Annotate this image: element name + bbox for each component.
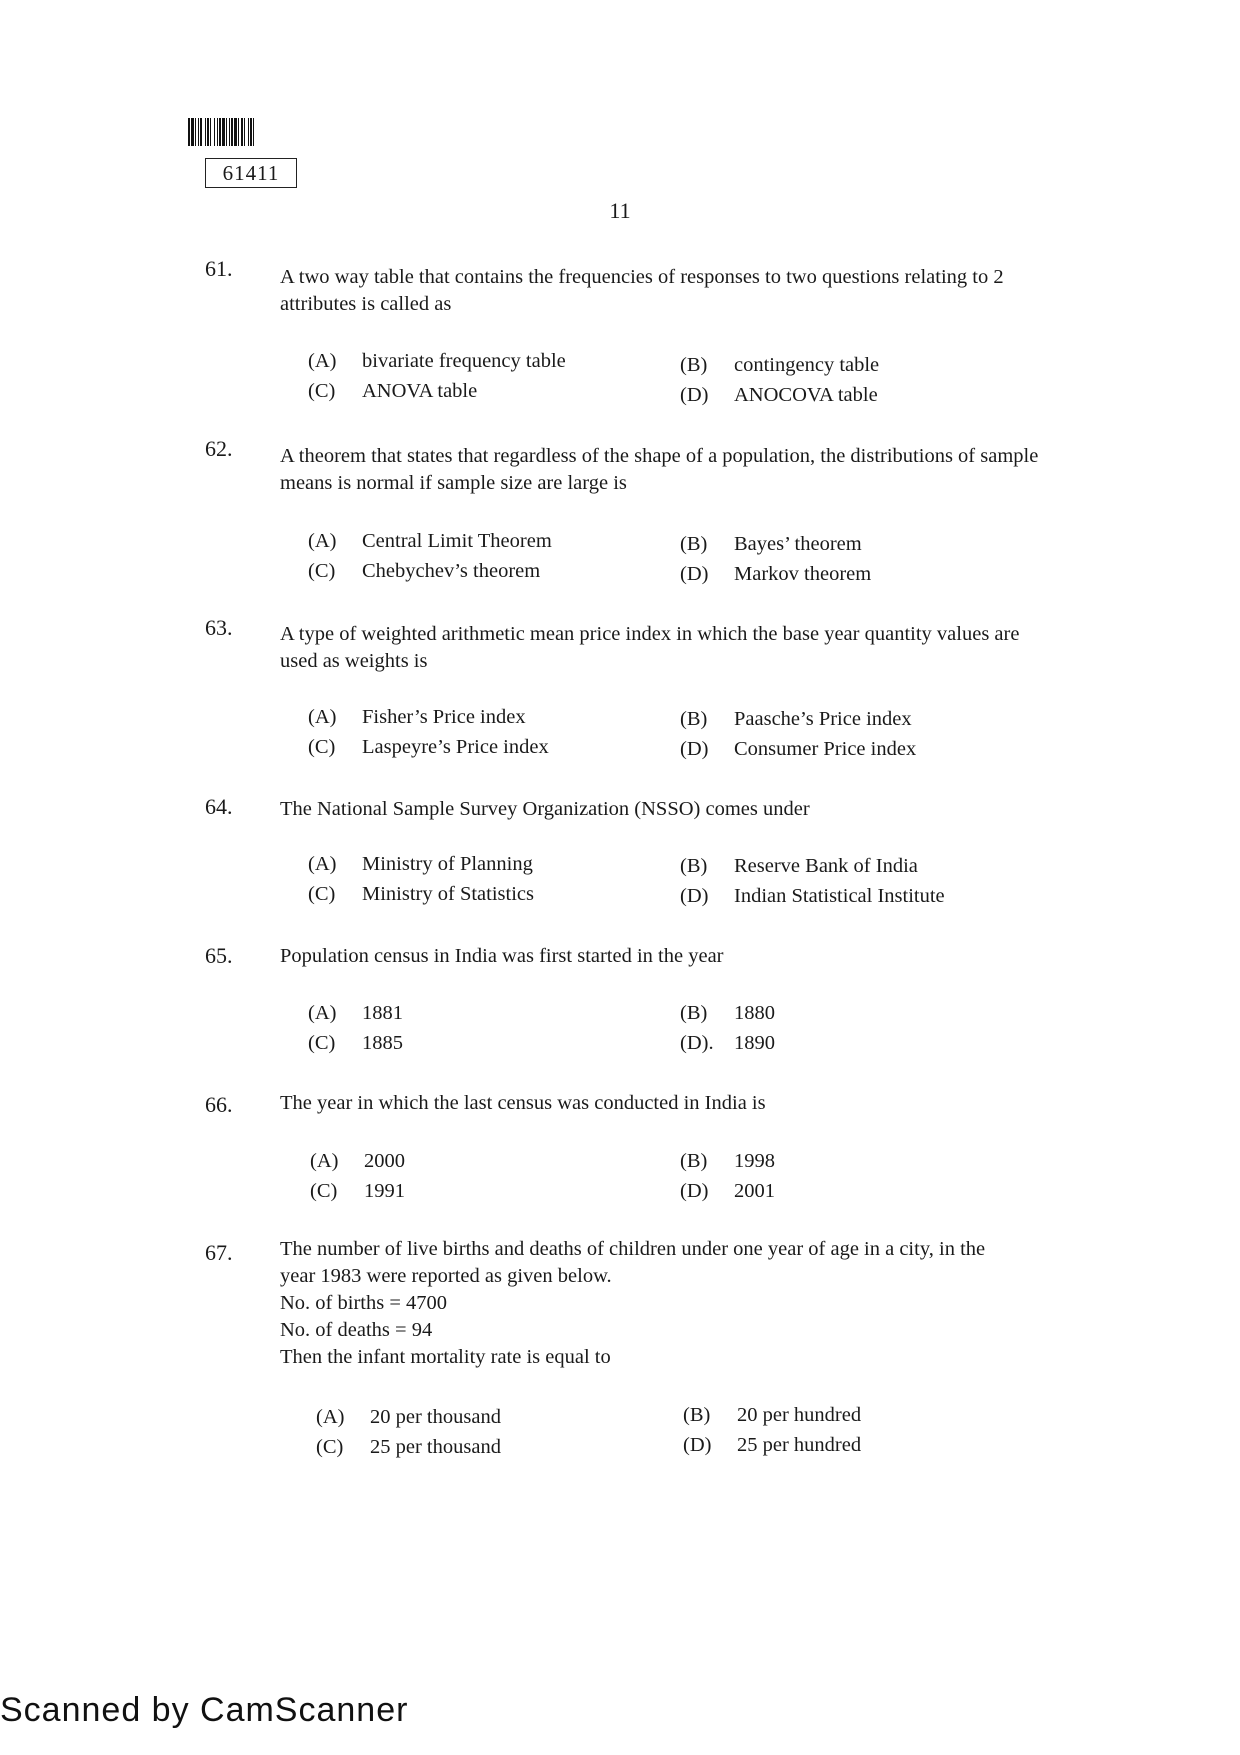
option-label: (B)	[680, 708, 708, 730]
option-b	[680, 855, 918, 878]
option-text: Ministry of Planning	[362, 853, 533, 875]
option-b	[683, 1404, 861, 1427]
option-d	[680, 885, 945, 908]
option-label: (D)	[683, 1434, 712, 1456]
question-number: 64.	[205, 794, 233, 819]
option-text: Fisher’s Price index	[362, 706, 526, 728]
option-label: (B)	[680, 1002, 708, 1024]
option-a	[308, 706, 526, 729]
option-label: (C)	[308, 883, 336, 905]
option-label: (B)	[680, 533, 708, 555]
option-label: (B)	[680, 354, 708, 376]
option-text: Indian Statistical Institute	[734, 885, 945, 907]
option-label: (D)	[680, 1180, 709, 1202]
option-label: (A)	[308, 1002, 337, 1024]
question-text: A theorem that states that regardless of the shape of a population, the distributions of sample means is normal if sample size are large is	[280, 445, 1039, 494]
option-b	[680, 708, 912, 731]
option-label: (D)	[680, 885, 709, 907]
barcode-bar	[254, 118, 256, 146]
option-label: (A)	[308, 530, 337, 552]
option-text: 1880	[734, 1002, 775, 1024]
option-text: 25 per hundred	[737, 1434, 862, 1456]
option-text: Reserve Bank of India	[734, 855, 918, 877]
option-text: Central Limit Theorem	[362, 530, 552, 552]
option-d	[683, 1434, 861, 1457]
question-text-line: The number of live births and deaths of children under one year of age in a city, in the	[280, 1238, 986, 1260]
option-text: Chebychev’s theorem	[362, 560, 541, 582]
option-d	[680, 1180, 775, 1203]
option-label: (A)	[308, 350, 337, 372]
option-label: (D)	[680, 384, 709, 406]
question-number: 63.	[205, 615, 233, 640]
option-label: (C)	[316, 1436, 344, 1458]
question-text	[280, 1236, 1060, 1371]
question-number: 65.	[205, 943, 233, 968]
option-text: ANOVA table	[362, 380, 478, 402]
option-text: contingency table	[734, 354, 880, 376]
question-number: 61.	[205, 256, 233, 281]
option-a	[308, 853, 533, 876]
option-text: 20 per hundred	[737, 1404, 862, 1426]
scanner-watermark-text: Scanned by CamScanner	[0, 1691, 409, 1729]
option-a	[310, 1150, 405, 1173]
option-c	[316, 1436, 501, 1459]
option-text: 20 per thousand	[370, 1406, 501, 1428]
barcode	[188, 118, 353, 146]
option-text: Markov theorem	[734, 563, 872, 585]
paper-code: 61411	[205, 158, 297, 188]
option-label: (B)	[683, 1404, 711, 1426]
option-label: (C)	[308, 736, 336, 758]
option-d	[680, 563, 871, 586]
option-label: (C)	[308, 1032, 336, 1054]
option-a	[308, 530, 552, 553]
option-label: (A)	[308, 853, 337, 875]
option-c	[308, 1032, 403, 1055]
option-text: 1885	[362, 1032, 403, 1054]
option-c	[310, 1180, 405, 1203]
option-text: 1998	[734, 1150, 775, 1172]
option-label: (A)	[316, 1406, 345, 1428]
page-number: 11	[609, 198, 631, 223]
option-text: 25 per thousand	[370, 1436, 501, 1458]
option-d	[680, 384, 878, 407]
option-d	[680, 738, 916, 761]
option-text: Bayes’ theorem	[734, 533, 862, 555]
option-text: bivariate frequency table	[362, 350, 566, 372]
question-text: Population census in India was first started in the year	[280, 945, 724, 967]
question-text: A two way table that contains the frequencies of responses to two questions relating to 2 attributes is called as	[280, 266, 1004, 315]
option-label: (C)	[308, 380, 336, 402]
option-d	[680, 1032, 775, 1055]
question-text-line: year 1983 were reported as given below.	[280, 1265, 612, 1287]
question-text-line: No. of deaths = 94	[280, 1319, 433, 1341]
option-label: (B)	[680, 1150, 708, 1172]
option-label: (D)	[680, 563, 709, 585]
question-text: The year in which the last census was conducted in India is	[280, 1092, 766, 1114]
question-number: 66.	[205, 1092, 233, 1117]
option-text: 2001	[734, 1180, 775, 1202]
option-text: Laspeyre’s Price index	[362, 736, 549, 758]
option-b	[680, 533, 862, 556]
option-c	[308, 380, 477, 403]
question-text-line: Then the infant mortality rate is equal to	[280, 1346, 611, 1368]
option-text: ANOCOVA table	[734, 384, 878, 406]
option-label: (D)	[680, 738, 709, 760]
option-label: (A)	[308, 706, 337, 728]
option-text: Consumer Price index	[734, 738, 917, 760]
scanner-watermark	[0, 1691, 409, 1736]
question-number: 67.	[205, 1240, 233, 1265]
option-text: 1890	[734, 1032, 775, 1054]
option-text: Paasche’s Price index	[734, 708, 912, 730]
option-text: 1881	[362, 1002, 403, 1024]
option-c	[308, 560, 540, 583]
option-label: (C)	[310, 1180, 338, 1202]
option-c	[308, 883, 534, 906]
question-number: 62.	[205, 436, 233, 461]
option-label: (D).	[680, 1032, 714, 1054]
question-text: The National Sample Survey Organization (NSSO) comes under	[280, 798, 810, 820]
option-label: (B)	[680, 855, 708, 877]
option-text: Ministry of Statistics	[362, 883, 534, 905]
option-a	[316, 1406, 501, 1429]
option-b	[680, 1002, 775, 1025]
option-label: (C)	[308, 560, 336, 582]
option-text: 2000	[364, 1150, 405, 1172]
option-a	[308, 350, 566, 373]
option-b	[680, 1150, 775, 1173]
option-text: 1991	[364, 1180, 405, 1202]
question-text: A type of weighted arithmetic mean price index in which the base year quantity values are used as weights is	[280, 623, 1020, 672]
option-b	[680, 354, 879, 377]
option-c	[308, 736, 549, 759]
option-a	[308, 1002, 403, 1025]
question-text-line: No. of births = 4700	[280, 1292, 448, 1314]
option-label: (A)	[310, 1150, 339, 1172]
